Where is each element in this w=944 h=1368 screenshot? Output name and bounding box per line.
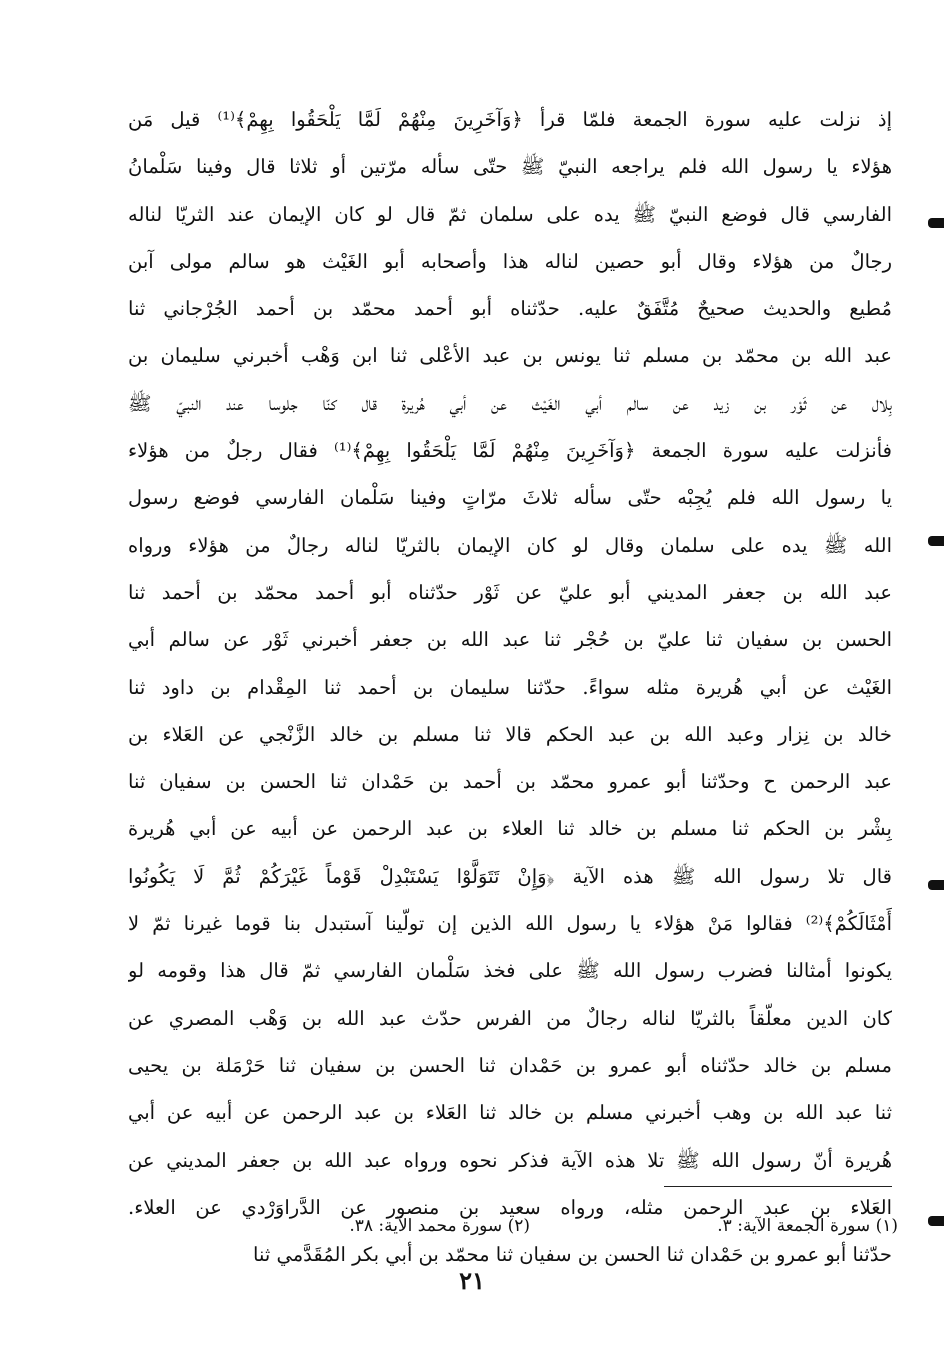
text-line-15: عبد الرحمن ح وحدّثنا أبو عمرو محمّد بن أحمد بن حَمْدان ثنا الحسن بن سفيان ثنا <box>128 770 892 794</box>
text-line-19: يكونوا أمثالنا فضرب رسول الله ﷺ على فخذ سَلْمان الفارسي ثمّ قال هذا وقومه لو <box>128 959 892 983</box>
page-number: ٢١ <box>459 1266 485 1295</box>
binding-mark-4 <box>928 1216 944 1226</box>
text-line-21: مسلم بن خالد حدّثناه أبو عمرو بن حَمْدان ثنا الحسن بن سفيان ثنا حَرْمَلة بن يحيى <box>128 1053 892 1077</box>
text-line-12: الحسن بن سفيان ثنا عليّ بن حُجْر ثنا عبد الله بن جعفر أخبرني ثَوْر عن سالم أبي <box>128 628 892 652</box>
binding-mark-3 <box>928 880 944 890</box>
text-line-22: ثنا عبد الله بن وهب أخبرني مسلم بن خالد ثنا العَلاء بن عبد الرحمن عن أبيه عن أبي <box>128 1101 892 1125</box>
text-line-11: عبد الله بن جعفر المديني أبو عليّ عن ثَوْر حدّثناه أبو أحمد محمّد بن أحمد ثنا <box>128 580 892 604</box>
text-line-20: كان الدين معلّقاً بالثريّا لناله رجالٌ من الفرس حدّث عبد الله بن وَهْب المصري عن <box>128 1006 892 1030</box>
text-line-10: الله ﷺ يده على سلمان وقال لو كان الإيمان بالثريّا لناله رجالٌ من هؤلاء ورواه <box>128 533 892 557</box>
text-line-23: هُريرة أنّ رسول الله ﷺ تلا هذه الآية فذكر نحوه ورواه عبد الله بن جعفر المديني عن <box>128 1148 892 1172</box>
footnote-divider <box>664 1186 892 1187</box>
text-line-3: الفارسي قال فوضع النبيّ ﷺ يده على سلمان ثمّ قال لو كان الإيمان عند الثريّا لناله <box>128 202 892 226</box>
binding-mark-1 <box>928 218 944 228</box>
text-line-14: خالد بن نِزار وعبد الله بن عبد الحكم قالا ثنا مسلم بن خالد الزَّنْجي عن العَلاء بن <box>128 722 892 746</box>
text-line-5: مُطيع والحديث صحيحٌ مُتَّفَقٌ عليه. حدّثناه أبو أحمد محمّد بن أحمد الجُرْجاني ثنا <box>128 297 892 321</box>
text-line-4: رجالٌ من هؤلاء وقال أبو حصين لناله هذا وأصحابه أبو الغَيْث هو سالم مولى آبن <box>128 249 892 273</box>
text-line-8: فأنزلت عليه سورة الجمعة ﴿وَآخَرِينَ مِنْهُمْ لَمَّا يَلْحَقُوا بِهِمْ﴾⁽¹⁾ فقال رجلٌ من هؤلاء <box>128 439 892 463</box>
text-line-16: بِشْر بن الحكم ثنا مسلم بن خالد ثنا العلاء بن عبد الرحمن عن أبيه عن أبي هُريرة <box>128 817 892 841</box>
text-line-18: أَمْثَالَكُمْ﴾⁽²⁾ فقالوا مَنْ هؤلاء يا رسول الله الذين إن تولّينا آستبدل بنا قوما غيرنا ثمّ لا <box>128 912 892 936</box>
text-line-6: عبد الله بن محمّد بن مسلم ثنا يونس بن عبد الأعْلى ثنا ابن وَهْب أخبرني سليمان بن <box>128 344 892 368</box>
footnote-1: (١) سورة الجمعة الآية: ٣. <box>717 1216 898 1236</box>
footnotes <box>300 1212 900 1240</box>
text-line-17: قال تلا رسول الله ﷺ هذه الآية ﴿وَإِنْ تَتَوَلَّوْا يَسْتَبْدِلْ قَوْماً غَيْرَكُمْ ثُمَّ لَا يَكُونُوا <box>128 864 892 888</box>
text-line-13: الغَيْث عن أبي هُريرة مثله سواءً. حدّثنا سليمان بن أحمد ثنا المِقْدام بن داود ثنا <box>128 675 892 699</box>
text-line-1: إذ نزلت عليه سورة الجمعة فلمّا قرأ ﴿وَآخَرِينَ مِنْهُمْ لَمَّا يَلْحَقُوا بِهِمْ﴾⁽¹⁾ قيل مَن <box>128 108 892 131</box>
text-line-2: هؤلاء يا رسول الله فلم يراجعه النبيّ ﷺ حتّى سأله مرّتين أو ثلاثا قال وفينا سَلْمانُ <box>128 155 892 179</box>
binding-mark-2 <box>928 536 944 546</box>
text-line-7: بِلال عن ثَوْر بن زيد عن سالم أبي الغَيْث عن أبي هُريرة قال كنّا جلوسا عند النبيّ ﷺ <box>128 391 892 415</box>
text-line-9: يا رسول الله فلم يُجِبْه حتّى سأله ثلاثَ مرّاتٍ وفينا سَلْمان الفارسي فوضع رسول <box>128 486 892 510</box>
text-line-24: العَلاء بن عبد الرحمن مثله، ورواه سعيد بن منصور عن الدَّراوَرْدي عن العلاء. <box>128 1195 892 1219</box>
footnote-2: (٢) سورة محمد الآية: ٣٨. <box>349 1216 530 1236</box>
text-line-25: حدّثنا أبو عمرو بن حَمْدان ثنا الحسن بن سفيان ثنا محمّد بن أبي بكر المُقَدَّمي ثنا <box>253 1243 892 1267</box>
main-text-block <box>128 96 892 1278</box>
